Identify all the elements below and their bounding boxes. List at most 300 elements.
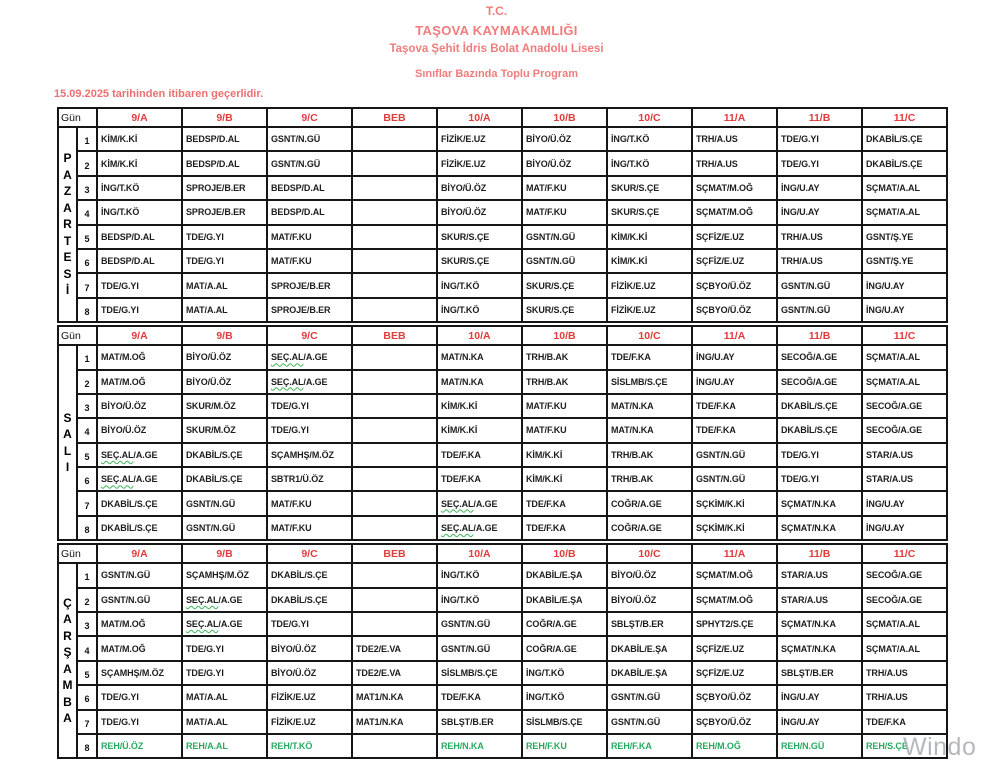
lesson-cell: TDE2/E.VA xyxy=(352,636,437,660)
lesson-cell: İNG/U.AY xyxy=(862,516,947,540)
day-name-letter: I xyxy=(65,460,70,475)
lesson-cell: FİZİK/E.UZ xyxy=(267,710,352,734)
lesson-cell: BİYO/Ü.ÖZ xyxy=(437,200,522,224)
lesson-cell: DKABİL/S.ÇE xyxy=(97,491,182,515)
timetable-row xyxy=(58,176,947,200)
class-header: 9/B xyxy=(182,108,267,127)
gun-header: Gün xyxy=(58,326,97,345)
period-number: 7 xyxy=(77,710,97,734)
spellcheck-underlined-text: SEÇ.AL xyxy=(271,352,304,363)
period-number: 8 xyxy=(77,516,97,540)
lesson-cell: TDE/G.YI xyxy=(97,273,182,297)
lesson-cell: SÇBYO/Ü.ÖZ xyxy=(692,273,777,297)
title-program-type: Sınıflar Bazında Toplu Program xyxy=(415,68,578,80)
day-name-letter: A xyxy=(63,167,72,182)
timetable-row xyxy=(58,151,947,175)
period-number: 8 xyxy=(77,734,97,758)
lesson-cell: TDE/G.YI xyxy=(182,249,267,273)
timetable-row xyxy=(58,563,947,587)
lesson-cell: GSNT/N.GÜ xyxy=(607,685,692,709)
lesson-cell: İNG/U.AY xyxy=(862,273,947,297)
lesson-cell: İNG/U.AY xyxy=(777,200,862,224)
lesson-cell: SKUR/S.ÇE xyxy=(437,249,522,273)
lesson-cell: SÇFİZ/E.UZ xyxy=(692,249,777,273)
lesson-cell: COĞR/A.GE xyxy=(522,612,607,636)
lesson-cell: BEDSP/D.AL xyxy=(97,225,182,249)
timetable-row xyxy=(58,249,947,273)
empty-cell xyxy=(352,467,437,491)
lesson-cell: TDE/G.YI xyxy=(267,418,352,442)
lesson-cell: GSNT/N.GÜ xyxy=(692,467,777,491)
lesson-cell: DKABİL/E.ŞA xyxy=(607,636,692,660)
spellcheck-underlined-text: SEÇ.AL xyxy=(186,619,219,630)
period-number: 8 xyxy=(77,298,97,322)
class-header: 10/B xyxy=(522,108,607,127)
class-header: 9/B xyxy=(182,326,267,345)
lesson-cell: SEÇ.AL/A.GE xyxy=(437,491,522,515)
empty-cell xyxy=(352,127,437,151)
lesson-cell: SÇMAT/A.AL xyxy=(862,636,947,660)
day-name-letter: Ş xyxy=(63,645,72,660)
lesson-cell: MAT/F.KU xyxy=(267,225,352,249)
lesson-cell: TRH/A.US xyxy=(777,249,862,273)
lesson-cell: SÇMAT/M.OĞ xyxy=(692,563,777,587)
gun-header: Gün xyxy=(58,544,97,563)
day-table-2 xyxy=(57,325,948,541)
class-header: 11/B xyxy=(777,108,862,127)
lesson-cell: SÇFİZ/E.UZ xyxy=(692,636,777,660)
lesson-cell: COĞR/A.GE xyxy=(522,636,607,660)
lesson-cell: BİYO/Ü.ÖZ xyxy=(522,151,607,175)
period-number: 3 xyxy=(77,612,97,636)
lesson-cell: GSNT/N.GÜ xyxy=(522,249,607,273)
lesson-cell: TDE/F.KA xyxy=(862,710,947,734)
lesson-cell: MAT/M.OĞ xyxy=(97,370,182,394)
lesson-cell: KİM/K.Kİ xyxy=(97,127,182,151)
lesson-cell: SECOĞ/A.GE xyxy=(862,588,947,612)
lesson-cell: SPROJE/B.ER xyxy=(267,273,352,297)
lesson-cell: COĞR/A.GE xyxy=(607,491,692,515)
lesson-cell: KİM/K.Kİ xyxy=(522,467,607,491)
lesson-cell: İNG/U.AY xyxy=(862,491,947,515)
day-name-vertical xyxy=(58,345,77,540)
lesson-cell: STAR/A.US xyxy=(862,467,947,491)
lesson-cell: TRH/A.US xyxy=(692,151,777,175)
lesson-cell: MAT/A.AL xyxy=(182,710,267,734)
lesson-cell: SÇMAT/A.AL xyxy=(862,345,947,369)
lesson-cell: MAT/M.OĞ xyxy=(97,345,182,369)
lesson-cell: İNG/T.KÖ xyxy=(437,298,522,322)
day-name-vertical xyxy=(58,127,77,322)
lesson-cell: MAT1/N.KA xyxy=(352,710,437,734)
lesson-cell: TDE/G.YI xyxy=(777,443,862,467)
lesson-cell: BEDSP/D.AL xyxy=(182,127,267,151)
class-header: 10/C xyxy=(607,108,692,127)
timetable-row xyxy=(58,127,947,151)
lesson-cell: TDE/G.YI xyxy=(182,636,267,660)
lesson-cell: TDE/F.KA xyxy=(522,516,607,540)
class-header: 11/C xyxy=(862,108,947,127)
lesson-cell: BİYO/Ü.ÖZ xyxy=(607,588,692,612)
class-header: 9/A xyxy=(97,108,182,127)
lesson-cell: SÇFİZ/E.UZ xyxy=(692,661,777,685)
lesson-cell: SÇAMHŞ/M.ÖZ xyxy=(267,443,352,467)
empty-cell xyxy=(352,443,437,467)
lesson-cell: MAT/F.KU xyxy=(522,200,607,224)
timetable-row xyxy=(58,443,947,467)
empty-cell xyxy=(352,249,437,273)
lesson-cell: SKUR/S.ÇE xyxy=(607,200,692,224)
timetable-row xyxy=(58,467,947,491)
lesson-cell: BEDSP/D.AL xyxy=(97,249,182,273)
lesson-cell: KİM/K.Kİ xyxy=(97,151,182,175)
class-header: BEB xyxy=(352,108,437,127)
period-number: 7 xyxy=(77,491,97,515)
lesson-cell: SEÇ.AL/A.GE xyxy=(437,516,522,540)
class-header: 10/B xyxy=(522,544,607,563)
class-header: 11/C xyxy=(862,544,947,563)
lesson-cell: TRH/A.US xyxy=(862,685,947,709)
lesson-cell: TDE/G.YI xyxy=(182,661,267,685)
title-school-name: Taşova Şehit İdris Bolat Anadolu Lisesi xyxy=(389,43,604,55)
lesson-cell: TDE/G.YI xyxy=(182,225,267,249)
lesson-cell: SKUR/S.ÇE xyxy=(522,298,607,322)
lesson-cell: DKABİL/S.ÇE xyxy=(777,418,862,442)
lesson-cell: TRH/B.AK xyxy=(607,443,692,467)
timetable-row xyxy=(58,710,947,734)
lesson-cell: GSNT/N.GÜ xyxy=(182,516,267,540)
document-header xyxy=(0,0,993,80)
period-number: 1 xyxy=(77,563,97,587)
lesson-cell: GSNT/N.GÜ xyxy=(267,151,352,175)
lesson-cell: SPROJE/B.ER xyxy=(182,200,267,224)
lesson-cell: TDE/F.KA xyxy=(607,345,692,369)
lesson-cell: İNG/U.AY xyxy=(862,298,947,322)
lesson-cell: SÇMAT/A.AL xyxy=(862,370,947,394)
lesson-cell: SÇMAT/A.AL xyxy=(862,176,947,200)
class-header: 9/A xyxy=(97,544,182,563)
class-header: 11/B xyxy=(777,544,862,563)
lesson-cell: TDE/G.YI xyxy=(267,612,352,636)
lesson-cell: SBLŞT/B.ER xyxy=(437,710,522,734)
lesson-cell: SÇMAT/N.KA xyxy=(777,491,862,515)
lesson-cell: SÇMAT/M.OĞ xyxy=(692,200,777,224)
class-header: 11/A xyxy=(692,544,777,563)
lesson-cell: SİSLMB/S.ÇE xyxy=(607,370,692,394)
lesson-cell: TRH/A.US xyxy=(692,127,777,151)
lesson-cell: TDE/F.KA xyxy=(437,467,522,491)
timetable-row xyxy=(58,734,947,758)
lesson-cell: STAR/A.US xyxy=(777,588,862,612)
timetable-row xyxy=(58,345,947,369)
lesson-cell: TDE/G.YI xyxy=(777,467,862,491)
timetable-row xyxy=(58,588,947,612)
empty-cell xyxy=(352,176,437,200)
lesson-cell: SÇMAT/A.AL xyxy=(862,200,947,224)
period-number: 5 xyxy=(77,661,97,685)
timetable-row xyxy=(58,273,947,297)
timetable-row xyxy=(58,636,947,660)
lesson-cell: DKABİL/S.ÇE xyxy=(182,467,267,491)
class-header: 10/A xyxy=(437,544,522,563)
lesson-cell: SECOĞ/A.GE xyxy=(862,394,947,418)
period-number: 7 xyxy=(77,273,97,297)
lesson-cell: GSNT/Ş.YE xyxy=(862,249,947,273)
lesson-cell: TDE/G.YI xyxy=(267,394,352,418)
title-tc: T.C. xyxy=(485,4,508,18)
class-header: BEB xyxy=(352,544,437,563)
lesson-cell: MAT/A.AL xyxy=(182,685,267,709)
day-name-letter: A xyxy=(63,661,72,676)
spellcheck-underlined-text: SEÇ.AL xyxy=(441,523,474,534)
lesson-cell: BİYO/Ü.ÖZ xyxy=(97,394,182,418)
lesson-cell: MAT/F.KU xyxy=(522,394,607,418)
lesson-cell: SECOĞ/A.GE xyxy=(777,345,862,369)
lesson-cell: DKABİL/S.ÇE xyxy=(862,151,947,175)
lesson-cell: GSNT/N.GÜ xyxy=(777,273,862,297)
lesson-cell: BEDSP/D.AL xyxy=(267,176,352,200)
lesson-cell: BİYO/Ü.ÖZ xyxy=(437,176,522,200)
empty-cell xyxy=(352,370,437,394)
lesson-cell: MAT/F.KU xyxy=(522,418,607,442)
lesson-cell: DKABİL/E.ŞA xyxy=(607,661,692,685)
empty-cell xyxy=(352,200,437,224)
lesson-cell: BİYO/Ü.ÖZ xyxy=(97,418,182,442)
lesson-cell: KİM/K.Kİ xyxy=(437,394,522,418)
lesson-cell: SEÇ.AL/A.GE xyxy=(97,467,182,491)
lesson-cell: KİM/K.Kİ xyxy=(522,443,607,467)
lesson-cell: REH/M.OĞ xyxy=(692,734,777,758)
lesson-cell: SÇAMHŞ/M.ÖZ xyxy=(182,563,267,587)
period-number: 1 xyxy=(77,345,97,369)
day-name-letter: A xyxy=(63,711,72,726)
lesson-cell: FİZİK/E.UZ xyxy=(607,273,692,297)
lesson-cell: TDE/F.KA xyxy=(437,443,522,467)
day-name-letter: P xyxy=(63,151,72,166)
lesson-cell: MAT/A.AL xyxy=(182,273,267,297)
lesson-cell: SBTR1/Ü.ÖZ xyxy=(267,467,352,491)
lesson-cell: SÇMAT/M.OĞ xyxy=(692,588,777,612)
lesson-cell: TDE/G.YI xyxy=(97,685,182,709)
lesson-cell: DKABİL/S.ÇE xyxy=(862,127,947,151)
lesson-cell: MAT/M.OĞ xyxy=(97,612,182,636)
lesson-cell: TRH/A.US xyxy=(862,661,947,685)
lesson-cell: REH/F.KA xyxy=(607,734,692,758)
lesson-cell: TDE/G.YI xyxy=(777,151,862,175)
spellcheck-underlined-text: SEÇ.AL xyxy=(101,474,134,485)
lesson-cell: SBLŞT/B.ER xyxy=(607,612,692,636)
lesson-cell: İNG/T.KÖ xyxy=(437,273,522,297)
day-name-letter: A xyxy=(63,612,72,627)
lesson-cell: SEÇ.AL/A.GE xyxy=(267,345,352,369)
period-number: 2 xyxy=(77,370,97,394)
valid-from-note: 15.09.2025 tarihinden itibaren geçerlidir. xyxy=(54,88,264,100)
lesson-cell: FİZİK/E.UZ xyxy=(437,127,522,151)
lesson-cell: SKUR/M.ÖZ xyxy=(182,394,267,418)
lesson-cell: MAT/F.KU xyxy=(522,176,607,200)
lesson-cell: TDE/F.KA xyxy=(522,491,607,515)
windows-watermark: Windo xyxy=(903,733,977,761)
timetable-row xyxy=(58,225,947,249)
empty-cell xyxy=(352,491,437,515)
lesson-cell: TRH/B.AK xyxy=(522,345,607,369)
empty-cell xyxy=(352,563,437,587)
lesson-cell: GSNT/N.GÜ xyxy=(607,710,692,734)
lesson-cell: İNG/T.KÖ xyxy=(437,588,522,612)
lesson-cell: İNG/U.AY xyxy=(777,710,862,734)
timetable-row xyxy=(58,370,947,394)
day-name-letter: R xyxy=(63,628,72,643)
lesson-cell: SÇBYO/Ü.ÖZ xyxy=(692,685,777,709)
lesson-cell: MAT/F.KU xyxy=(267,516,352,540)
day-name-letter: E xyxy=(63,250,72,265)
day-name-letter: S xyxy=(63,266,72,281)
lesson-cell: KİM/K.Kİ xyxy=(437,418,522,442)
day-name-letter: A xyxy=(63,200,72,215)
lesson-cell: SPROJE/B.ER xyxy=(182,176,267,200)
lesson-cell: SÇMAT/M.OĞ xyxy=(692,176,777,200)
lesson-cell: GSNT/Ş.YE xyxy=(862,225,947,249)
lesson-cell: MAT/A.AL xyxy=(182,298,267,322)
day-name-letter: Ç xyxy=(63,595,72,610)
lesson-cell: STAR/A.US xyxy=(777,563,862,587)
spellcheck-underlined-text: SEÇ.AL xyxy=(101,449,134,460)
lesson-cell: MAT/F.KU xyxy=(267,491,352,515)
empty-cell xyxy=(352,516,437,540)
lesson-cell: KİM/K.Kİ xyxy=(607,249,692,273)
class-header: 10/C xyxy=(607,326,692,345)
lesson-cell: BİYO/Ü.ÖZ xyxy=(182,345,267,369)
lesson-cell: TRH/B.AK xyxy=(607,467,692,491)
lesson-cell: MAT/F.KU xyxy=(267,249,352,273)
lesson-cell: SÇMAT/N.KA xyxy=(777,516,862,540)
lesson-cell: BİYO/Ü.ÖZ xyxy=(607,563,692,587)
period-number: 6 xyxy=(77,249,97,273)
lesson-cell: İNG/T.KÖ xyxy=(607,127,692,151)
lesson-cell: REH/T.KÖ xyxy=(267,734,352,758)
lesson-cell: TRH/A.US xyxy=(777,225,862,249)
empty-cell xyxy=(352,394,437,418)
period-number: 1 xyxy=(77,127,97,151)
lesson-cell: MAT/N.KA xyxy=(437,345,522,369)
lesson-cell: GSNT/N.GÜ xyxy=(97,563,182,587)
spellcheck-underlined-text: SEÇ.AL xyxy=(186,594,219,605)
lesson-cell: İNG/T.KÖ xyxy=(607,151,692,175)
lesson-cell: FİZİK/E.UZ xyxy=(267,685,352,709)
lesson-cell: SPROJE/B.ER xyxy=(267,298,352,322)
lesson-cell: TDE/G.YI xyxy=(777,127,862,151)
timetable-row xyxy=(58,612,947,636)
timetable-row xyxy=(58,394,947,418)
lesson-cell: GSNT/N.GÜ xyxy=(437,636,522,660)
lesson-cell: İNG/T.KÖ xyxy=(522,685,607,709)
day-name-letter: İ xyxy=(65,283,70,298)
lesson-cell: DKABİL/E.ŞA xyxy=(522,588,607,612)
lesson-cell: SEÇ.AL/A.GE xyxy=(182,612,267,636)
lesson-cell: DKABİL/S.ÇE xyxy=(97,516,182,540)
lesson-cell: SEÇ.AL/A.GE xyxy=(97,443,182,467)
lesson-cell: SÇKİM/K.Kİ xyxy=(692,516,777,540)
lesson-cell: TRH/B.AK xyxy=(522,370,607,394)
lesson-cell: BİYO/Ü.ÖZ xyxy=(182,370,267,394)
lesson-cell: SECOĞ/A.GE xyxy=(862,563,947,587)
lesson-cell: REH/Ü.ÖZ xyxy=(97,734,182,758)
lesson-cell: REH/A.AL xyxy=(182,734,267,758)
lesson-cell: SÇKİM/K.Kİ xyxy=(692,491,777,515)
lesson-cell: MAT/M.OĞ xyxy=(97,636,182,660)
period-number: 6 xyxy=(77,685,97,709)
lesson-cell: MAT1/N.KA xyxy=(352,685,437,709)
lesson-cell: SÇMAT/N.KA xyxy=(777,636,862,660)
day-name-letter: R xyxy=(63,217,72,232)
lesson-cell: SİSLMB/S.ÇE xyxy=(437,661,522,685)
header-row xyxy=(58,326,947,345)
lesson-cell: BİYO/Ü.ÖZ xyxy=(522,127,607,151)
lesson-cell: GSNT/N.GÜ xyxy=(437,612,522,636)
lesson-cell: İNG/T.KÖ xyxy=(437,563,522,587)
class-header: 10/B xyxy=(522,326,607,345)
empty-cell xyxy=(352,612,437,636)
timetable-row xyxy=(58,491,947,515)
lesson-cell: DKABİL/E.ŞA xyxy=(522,563,607,587)
title-kaymakamlik: TAŞOVA KAYMAKAMLIĞI xyxy=(415,23,578,38)
class-header: 9/C xyxy=(267,544,352,563)
lesson-cell: İNG/U.AY xyxy=(777,685,862,709)
lesson-cell: TDE/F.KA xyxy=(692,394,777,418)
lesson-cell: SEÇ.AL/A.GE xyxy=(182,588,267,612)
period-number: 2 xyxy=(77,151,97,175)
period-number: 6 xyxy=(77,467,97,491)
lesson-cell: SÇBYO/Ü.ÖZ xyxy=(692,298,777,322)
timetable-row xyxy=(58,516,947,540)
period-number: 3 xyxy=(77,176,97,200)
empty-cell xyxy=(352,345,437,369)
lesson-cell: SÇBYO/Ü.ÖZ xyxy=(692,710,777,734)
lesson-cell: TDE2/E.VA xyxy=(352,661,437,685)
lesson-cell: MAT/N.KA xyxy=(607,394,692,418)
lesson-cell: REH/F.KU xyxy=(522,734,607,758)
lesson-cell: SÇMAT/N.KA xyxy=(777,612,862,636)
class-header: 9/C xyxy=(267,326,352,345)
lesson-cell: SPHYT2/S.ÇE xyxy=(692,612,777,636)
day-name-letter: S xyxy=(63,410,72,425)
empty-cell xyxy=(352,298,437,322)
class-header: 10/A xyxy=(437,108,522,127)
spellcheck-underlined-text: SEÇ.AL xyxy=(441,498,474,509)
lesson-cell: FİZİK/E.UZ xyxy=(607,298,692,322)
lesson-cell: GSNT/N.GÜ xyxy=(777,298,862,322)
lesson-cell: MAT/N.KA xyxy=(607,418,692,442)
lesson-cell: TDE/F.KA xyxy=(437,685,522,709)
lesson-cell: REH/N.GÜ xyxy=(777,734,862,758)
lesson-cell: SÇAMHŞ/M.ÖZ xyxy=(97,661,182,685)
lesson-cell: DKABİL/S.ÇE xyxy=(777,394,862,418)
period-number: 5 xyxy=(77,443,97,467)
lesson-cell: SECOĞ/A.GE xyxy=(777,370,862,394)
lesson-cell: SKUR/M.ÖZ xyxy=(182,418,267,442)
class-header: 9/A xyxy=(97,326,182,345)
lesson-cell: GSNT/N.GÜ xyxy=(267,127,352,151)
lesson-cell: SKUR/S.ÇE xyxy=(522,273,607,297)
period-number: 4 xyxy=(77,636,97,660)
lesson-cell: GSNT/N.GÜ xyxy=(522,225,607,249)
day-table-1 xyxy=(57,107,948,323)
lesson-cell: TDE/F.KA xyxy=(692,418,777,442)
header-row xyxy=(58,108,947,127)
lesson-cell: SİSLMB/S.ÇE xyxy=(522,710,607,734)
lesson-cell: TDE/G.YI xyxy=(97,298,182,322)
day-name-letter: L xyxy=(63,443,72,458)
